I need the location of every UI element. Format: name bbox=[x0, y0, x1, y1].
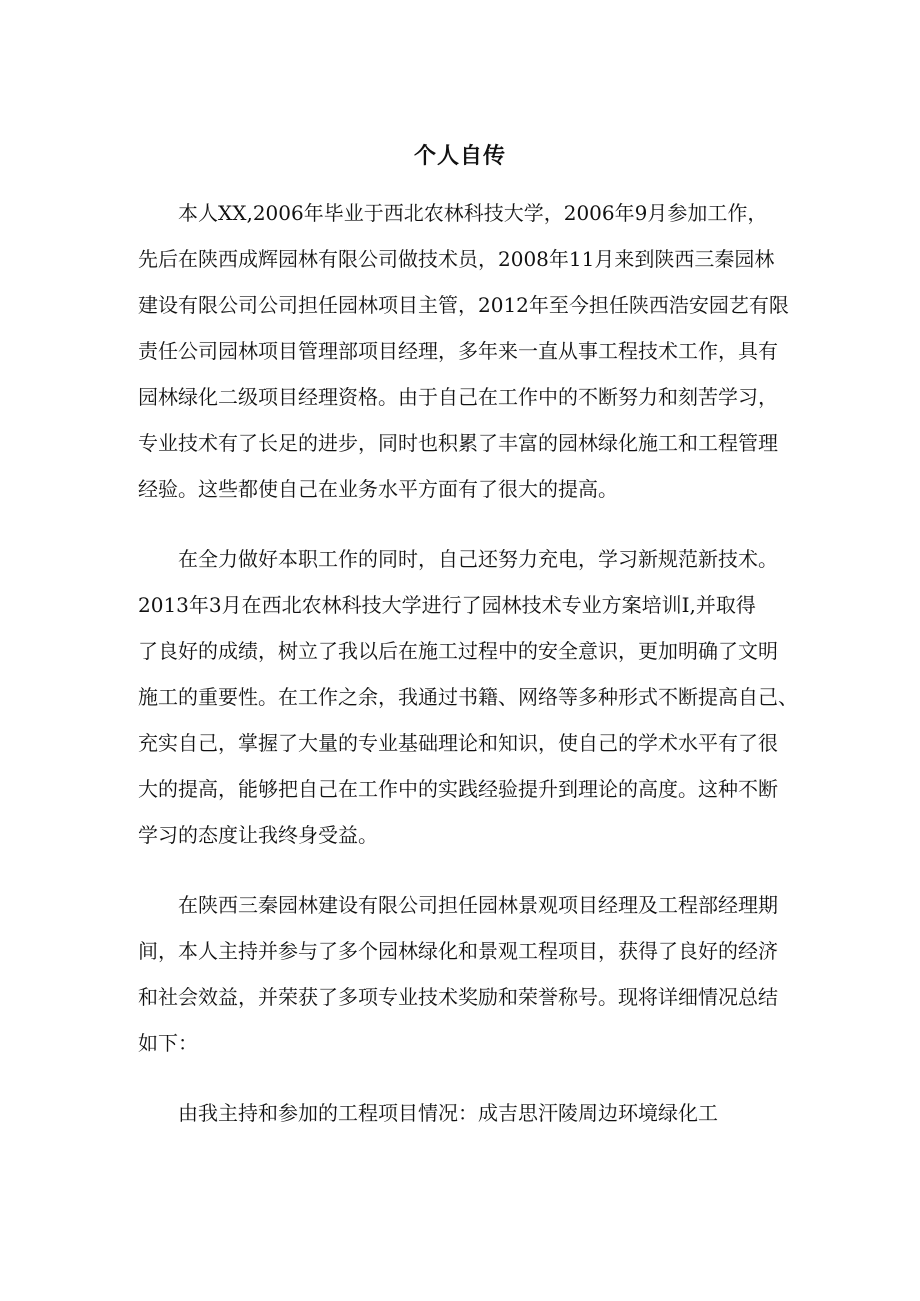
paragraph-1-line-5: 园林绿化二级项目经理资格。由于自己在工作中的不断努力和刻苦学习， bbox=[138, 385, 778, 409]
paragraph-3-line-1: 在陕西三秦园林建设有限公司担任园林景观项目经理及工程部经理期 bbox=[178, 893, 778, 917]
paragraph-1-line-6: 专业技术有了长足的进步，同时也积累了丰富的园林绿化施工和工程管理 bbox=[138, 431, 778, 455]
paragraph-1-line-4: 责任公司园林项目管理部项目经理，多年来一直从事工程技术工作，具有 bbox=[138, 339, 778, 363]
paragraph-3-line-2: 间，本人主持并参与了多个园林绿化和景观工程项目，获得了良好的经济 bbox=[138, 939, 778, 963]
paragraph-2-line-4: 施工的重要性。在工作之余，我通过书籍、网络等多种形式不断提高自己、 bbox=[138, 685, 798, 709]
paragraph-2-line-1: 在全力做好本职工作的同时，自己还努力充电，学习新规范新技术。 bbox=[178, 547, 778, 571]
paragraph-4-line-1: 由我主持和参加的工程项目情况：成吉思汗陵周边环境绿化工 bbox=[178, 1101, 718, 1125]
paragraph-2-line-6: 大的提高，能够把自己在工作中的实践经验提升到理论的高度。这种不断 bbox=[138, 777, 778, 801]
paragraph-2-line-2: 2013年3月在西北农林科技大学进行了园林技术专业方案培训I,并取得 bbox=[138, 593, 756, 617]
paragraph-2-line-3: 了良好的成绩，树立了我以后在施工过程中的安全意识，更加明确了文明 bbox=[138, 639, 778, 663]
paragraph-3-line-4: 如下： bbox=[138, 1031, 198, 1055]
paragraph-1-line-2: 先后在陕西成辉园林有限公司做技术员，2008年11月来到陕西三秦园林 bbox=[138, 247, 775, 271]
paragraph-2-line-7: 学习的态度让我终身受益。 bbox=[138, 823, 378, 847]
document-title: 个人自传 bbox=[413, 144, 506, 169]
paragraph-2-line-5: 充实自己，掌握了大量的专业基础理论和知识，使自己的学术水平有了很 bbox=[138, 731, 778, 755]
paragraph-1-line-1: 本人XX,2006年毕业于西北农林科技大学，2006年9月参加工作， bbox=[178, 201, 768, 225]
paragraph-1-line-7: 经验。这些都使自己在业务水平方面有了很大的提高。 bbox=[138, 477, 618, 501]
paragraph-1-line-3: 建设有限公司公司担任园林项目主管，2012年至今担任陕西浩安园艺有限 bbox=[138, 293, 789, 317]
paragraph-3-line-3: 和社会效益，并荣获了多项专业技术奖励和荣誉称号。现将详细情况总结 bbox=[138, 985, 778, 1009]
